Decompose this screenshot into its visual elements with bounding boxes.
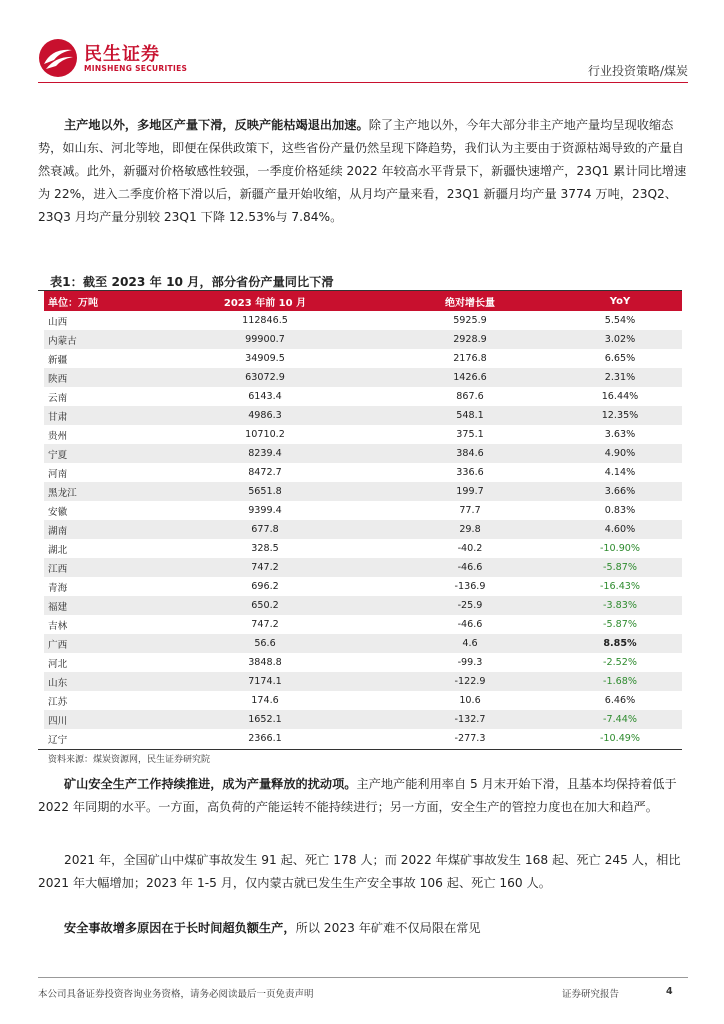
province-cell: 新疆 — [44, 349, 148, 368]
minsheng-logo-icon — [38, 38, 78, 78]
growth-cell: -122.9 — [382, 672, 558, 691]
table-row — [44, 558, 682, 577]
header-yoy: YoY — [558, 291, 682, 311]
output-cell: 7174.1 — [148, 672, 382, 691]
table-row — [44, 653, 682, 672]
yoy-cell: 3.02% — [558, 330, 682, 349]
table-body — [44, 311, 682, 748]
yoy-cell: 5.54% — [558, 311, 682, 330]
output-cell: 8239.4 — [148, 444, 382, 463]
province-cell: 湖北 — [44, 539, 148, 558]
table-row — [44, 672, 682, 691]
paragraph-4-lead: 安全事故增多原因在于长时间超负额生产， — [64, 921, 296, 935]
province-cell: 河南 — [44, 463, 148, 482]
table-row — [44, 691, 682, 710]
growth-cell: -25.9 — [382, 596, 558, 615]
growth-cell: 29.8 — [382, 520, 558, 539]
province-cell: 山西 — [44, 311, 148, 330]
output-cell: 56.6 — [148, 634, 382, 653]
province-cell: 江西 — [44, 558, 148, 577]
province-cell: 山东 — [44, 672, 148, 691]
output-cell: 747.2 — [148, 558, 382, 577]
output-cell: 677.8 — [148, 520, 382, 539]
province-cell: 河北 — [44, 653, 148, 672]
province-cell: 辽宁 — [44, 729, 148, 748]
province-cell: 甘肃 — [44, 406, 148, 425]
output-cell: 3848.8 — [148, 653, 382, 672]
table-bottom-rule — [38, 749, 682, 750]
paragraph-3-body: 2021 年，全国矿山中煤矿事故发生 91 起、死亡 178 人；而 2022 年煤矿事故发生 168 起、死亡 245 人，相比 2021 年大幅增加；2023 年 1-5 月，仅内蒙古就已发生生产安全事故 106 起、死亡 160 人。 — [38, 853, 681, 890]
province-cell: 内蒙古 — [44, 330, 148, 349]
yoy-cell: 4.14% — [558, 463, 682, 482]
growth-cell: -99.3 — [382, 653, 558, 672]
province-cell: 青海 — [44, 577, 148, 596]
yoy-cell: 3.66% — [558, 482, 682, 501]
footer-doc-type: 证券研究报告 — [562, 989, 620, 1000]
table-row — [44, 596, 682, 615]
province-cell: 湖南 — [44, 520, 148, 539]
paragraph-1 — [38, 114, 688, 229]
growth-cell: 199.7 — [382, 482, 558, 501]
output-cell: 5651.8 — [148, 482, 382, 501]
table-row — [44, 425, 682, 444]
growth-cell: 548.1 — [382, 406, 558, 425]
table-header-row — [44, 291, 682, 311]
province-cell: 黑龙江 — [44, 482, 148, 501]
header-divider — [38, 82, 688, 83]
growth-cell: 867.6 — [382, 387, 558, 406]
table-row — [44, 406, 682, 425]
growth-cell: 1426.6 — [382, 368, 558, 387]
province-cell: 宁夏 — [44, 444, 148, 463]
yoy-cell: 4.90% — [558, 444, 682, 463]
output-cell: 63072.9 — [148, 368, 382, 387]
footer-divider — [38, 977, 688, 978]
header-output: 2023 年前 10 月 — [148, 291, 382, 311]
header-unit: 单位：万吨 — [44, 291, 148, 311]
growth-cell: 336.6 — [382, 463, 558, 482]
growth-cell: -40.2 — [382, 539, 558, 558]
output-cell: 2366.1 — [148, 729, 382, 748]
yoy-cell: -7.44% — [558, 710, 682, 729]
table-row — [44, 634, 682, 653]
yoy-cell: -16.43% — [558, 577, 682, 596]
table-row — [44, 520, 682, 539]
growth-cell: -132.7 — [382, 710, 558, 729]
table-row — [44, 710, 682, 729]
paragraph-1-body: 除了主产地以外，今年大部分非主产地产量均呈现收缩态势，如山东、河北等地，即便在保供政策下，这些省份产量仍然呈现下降趋势，我们认为主要由于资源枯竭导致的产量自然衰减。此外，新疆对价格敏感性较强，一季度价格延续 2022 年较高水平背景下，新疆快速增产，23Q1 累计同比增速为 22%，进入二季度价格下滑以后，新疆产量开始收缩，从月均产量来看，23Q1 新疆月均产量 3774 万吨，23Q2、23Q3 月均产量分别较 23Q1 下降 12.53%与 7.84%。 — [38, 118, 687, 224]
output-cell: 34909.5 — [148, 349, 382, 368]
growth-cell: 4.6 — [382, 634, 558, 653]
header-growth: 绝对增长量 — [382, 291, 558, 311]
paragraph-4-body: 所以 2023 年矿难不仅局限在常见 — [295, 921, 481, 935]
page-number: 4 — [666, 986, 673, 997]
table-row — [44, 577, 682, 596]
growth-cell: -46.6 — [382, 615, 558, 634]
paragraph-2-lead: 矿山安全生产工作持续推进，成为产量释放的扰动项。 — [64, 777, 357, 791]
output-cell: 696.2 — [148, 577, 382, 596]
table-row — [44, 539, 682, 558]
growth-cell: 2176.8 — [382, 349, 558, 368]
growth-cell: -46.6 — [382, 558, 558, 577]
province-cell: 贵州 — [44, 425, 148, 444]
table-row — [44, 368, 682, 387]
output-cell: 8472.7 — [148, 463, 382, 482]
output-cell: 10710.2 — [148, 425, 382, 444]
province-cell: 陕西 — [44, 368, 148, 387]
yoy-cell: 3.63% — [558, 425, 682, 444]
province-cell: 江苏 — [44, 691, 148, 710]
table-row — [44, 444, 682, 463]
province-cell: 吉林 — [44, 615, 148, 634]
yoy-cell: 12.35% — [558, 406, 682, 425]
province-cell: 广西 — [44, 634, 148, 653]
output-cell: 112846.5 — [148, 311, 382, 330]
brand-name-cn: 民生证券 — [84, 44, 160, 65]
growth-cell: -136.9 — [382, 577, 558, 596]
production-table — [44, 291, 682, 748]
yoy-cell: -10.49% — [558, 729, 682, 748]
output-cell: 328.5 — [148, 539, 382, 558]
province-cell: 四川 — [44, 710, 148, 729]
output-cell: 1652.1 — [148, 710, 382, 729]
growth-cell: 5925.9 — [382, 311, 558, 330]
paragraph-4 — [38, 917, 688, 940]
output-cell: 99900.7 — [148, 330, 382, 349]
growth-cell: -277.3 — [382, 729, 558, 748]
yoy-cell: 4.60% — [558, 520, 682, 539]
table-title: 表1：截至 2023 年 10 月，部分省份产量同比下滑 — [50, 275, 334, 289]
table-row — [44, 311, 682, 330]
yoy-cell: -5.87% — [558, 615, 682, 634]
table-row — [44, 729, 682, 748]
brand-name-en: MINSHENG SECURITIES — [84, 64, 188, 73]
province-cell: 安徽 — [44, 501, 148, 520]
paragraph-2 — [38, 773, 688, 819]
yoy-cell: 2.31% — [558, 368, 682, 387]
yoy-cell: -1.68% — [558, 672, 682, 691]
yoy-cell: -5.87% — [558, 558, 682, 577]
province-cell: 福建 — [44, 596, 148, 615]
paragraph-2-body: 主产地产能利用率自 5 月末开始下滑，且基本均保持着低于 2022 年同期的水平。一方面，高负荷的产能运转不能持续进行；另一方面，安全生产的管控力度也在加大和趋严。 — [38, 777, 677, 814]
yoy-cell: 16.44% — [558, 387, 682, 406]
table-row — [44, 482, 682, 501]
growth-cell: 77.7 — [382, 501, 558, 520]
output-cell: 747.2 — [148, 615, 382, 634]
growth-cell: 375.1 — [382, 425, 558, 444]
growth-cell: 10.6 — [382, 691, 558, 710]
yoy-cell: 6.46% — [558, 691, 682, 710]
yoy-cell: 6.65% — [558, 349, 682, 368]
yoy-cell: -2.52% — [558, 653, 682, 672]
table-source: 资料来源：煤炭资源网，民生证券研究院 — [48, 755, 211, 765]
table-row — [44, 387, 682, 406]
province-cell: 云南 — [44, 387, 148, 406]
output-cell: 9399.4 — [148, 501, 382, 520]
yoy-cell: -10.90% — [558, 539, 682, 558]
table-row — [44, 463, 682, 482]
yoy-cell: -3.83% — [558, 596, 682, 615]
output-cell: 6143.4 — [148, 387, 382, 406]
output-cell: 4986.3 — [148, 406, 382, 425]
growth-cell: 2928.9 — [382, 330, 558, 349]
table-row — [44, 349, 682, 368]
paragraph-1-lead: 主产地以外，多地区产量下滑，反映产能枯竭退出加速。 — [64, 118, 369, 132]
yoy-cell: 0.83% — [558, 501, 682, 520]
footer-disclaimer: 本公司具备证券投资咨询业务资格，请务必阅读最后一页免责声明 — [38, 989, 314, 1000]
table-row — [44, 615, 682, 634]
table-row — [44, 501, 682, 520]
page-header — [38, 36, 688, 82]
yoy-cell: 8.85% — [558, 634, 682, 653]
growth-cell: 384.6 — [382, 444, 558, 463]
output-cell: 650.2 — [148, 596, 382, 615]
output-cell: 174.6 — [148, 691, 382, 710]
table-row — [44, 330, 682, 349]
report-category: 行业投资策略/煤炭 — [587, 64, 688, 78]
paragraph-3 — [38, 849, 688, 895]
